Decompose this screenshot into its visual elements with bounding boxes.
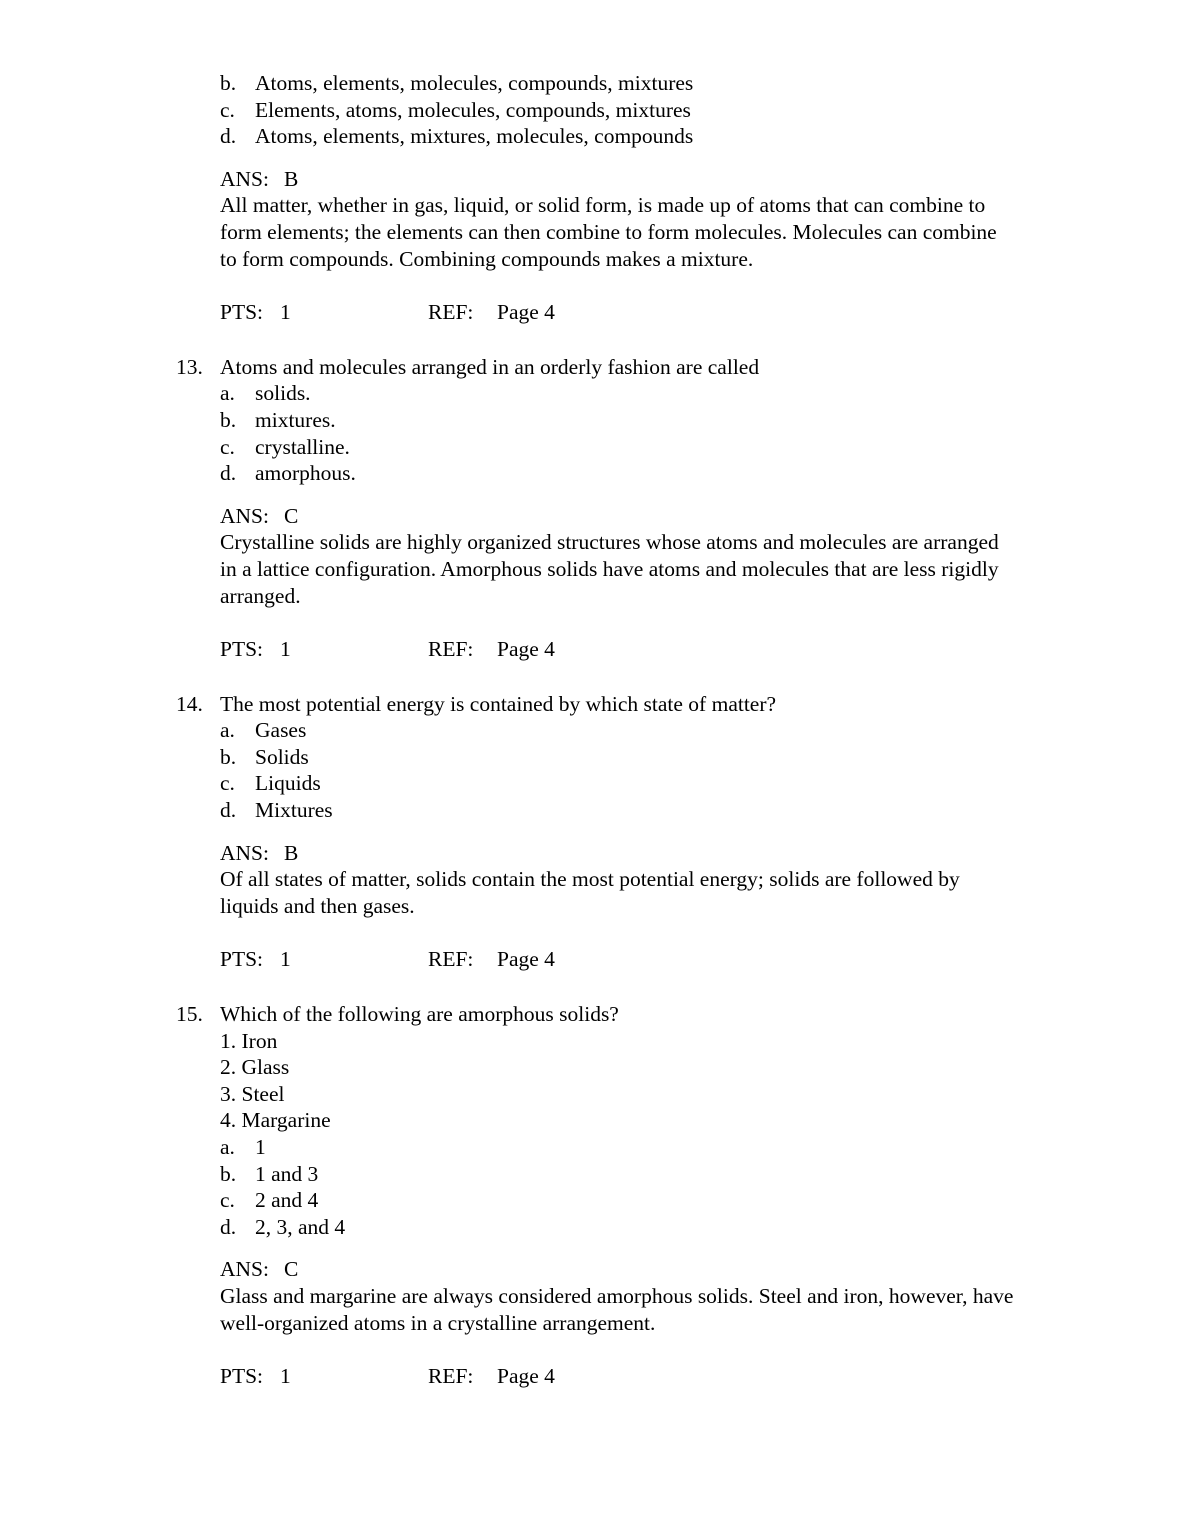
pts-label: PTS:: [220, 637, 264, 662]
option-letter: b.: [220, 407, 237, 432]
option-row: [0, 1214, 1190, 1241]
answer-row: [0, 166, 1190, 193]
option-row: [0, 407, 1190, 434]
answer-label: ANS:: [220, 1257, 269, 1282]
answer-value: B: [284, 840, 299, 865]
option-letter: b.: [220, 1161, 237, 1186]
ref-value: Page 4: [497, 637, 555, 662]
option-row: [0, 434, 1190, 461]
explanation-line: Glass and margarine are always considered amorphous solids. Steel and iron, however, have: [220, 1283, 1014, 1308]
question-row: [0, 691, 1190, 718]
ref-label: REF:: [428, 637, 474, 662]
option-letter: a.: [220, 718, 235, 743]
option-letter: d.: [220, 124, 237, 149]
pts-ref-row: [0, 299, 1190, 326]
question-number: 14.: [176, 691, 203, 716]
option-letter: a.: [220, 1135, 235, 1159]
pts-value: 1: [280, 947, 291, 972]
option-row: [0, 770, 1190, 797]
question-number: 15.: [176, 1002, 203, 1027]
question-text: The most potential energy is contained by which state of matter?: [220, 691, 777, 716]
option-row: [0, 460, 1190, 487]
list-item: 1. Iron: [220, 1028, 278, 1053]
option-text: amorphous.: [255, 461, 356, 486]
option-text: Solids: [255, 744, 309, 769]
option-row: [0, 380, 1190, 407]
answer-value: C: [284, 1257, 299, 1282]
option-row: [0, 1134, 1190, 1161]
option-letter: c.: [220, 434, 235, 459]
option-row: [0, 97, 1190, 124]
ref-label: REF:: [428, 1364, 474, 1389]
question-text: Atoms and molecules arranged in an orderly fashion are called: [220, 354, 760, 379]
option-letter: d.: [220, 798, 237, 823]
pts-ref-row: [0, 636, 1190, 663]
answer-label: ANS:: [220, 503, 269, 528]
pts-value: 1: [280, 1364, 291, 1389]
answer-value: C: [284, 503, 299, 528]
answer-row: [0, 840, 1190, 867]
question-number: 13.: [176, 354, 203, 379]
explanation-line: to form compounds. Combining compounds makes a mixture.: [220, 246, 754, 271]
option-letter: b.: [220, 71, 237, 95]
pts-ref-row: [0, 1363, 1190, 1390]
option-row: [0, 123, 1190, 150]
explanation-line: arranged.: [220, 583, 301, 608]
option-text: Atoms, elements, mixtures, molecules, compounds: [255, 124, 694, 149]
list-item: 2. Glass: [220, 1055, 290, 1080]
ref-value: Page 4: [497, 300, 555, 325]
option-text: Atoms, elements, molecules, compounds, mixtures: [255, 71, 694, 95]
pts-label: PTS:: [220, 947, 264, 972]
answer-value: B: [284, 166, 299, 191]
option-row: [0, 70, 1190, 97]
list-item: 3. Steel: [220, 1081, 285, 1106]
question-row: [0, 354, 1190, 381]
explanation-line: All matter, whether in gas, liquid, or solid form, is made up of atoms that can combine to: [220, 193, 986, 218]
option-text: solids.: [255, 381, 311, 406]
option-row: [0, 1187, 1190, 1214]
explanation-line: form elements; the elements can then combine to form molecules. Molecules can combine: [220, 219, 997, 244]
ref-label: REF:: [428, 947, 474, 972]
option-text: 1: [255, 1135, 266, 1159]
option-text: Mixtures: [255, 798, 333, 823]
answer-row: [0, 503, 1190, 530]
explanation-line: Crystalline solids are highly organized structures whose atoms and molecules are arranged: [220, 530, 999, 555]
pts-label: PTS:: [220, 300, 264, 325]
explanation-line: Of all states of matter, solids contain the most potential energy; solids are followed by: [220, 867, 960, 892]
list-item: 4. Margarine: [220, 1108, 331, 1133]
pts-value: 1: [280, 300, 291, 325]
option-text: Liquids: [255, 771, 321, 796]
ref-label: REF:: [428, 300, 474, 325]
option-text: 2 and 4: [255, 1188, 319, 1213]
pts-ref-row: [0, 946, 1190, 973]
option-letter: d.: [220, 1214, 237, 1239]
option-row: [0, 744, 1190, 771]
pts-label: PTS:: [220, 1364, 264, 1389]
answer-row: [0, 1256, 1190, 1283]
answer-label: ANS:: [220, 166, 269, 191]
option-text: 1 and 3: [255, 1161, 319, 1186]
explanation-line: in a lattice configuration. Amorphous solids have atoms and molecules that are less rigidly: [220, 556, 999, 581]
option-letter: d.: [220, 461, 237, 486]
answer-label: ANS:: [220, 840, 269, 865]
option-text: crystalline.: [255, 434, 350, 459]
option-text: Elements, atoms, molecules, compounds, mixtures: [255, 97, 691, 122]
question-row: [0, 1001, 1190, 1028]
option-letter: c.: [220, 97, 235, 122]
explanation-line: well-organized atoms in a crystalline arrangement.: [220, 1310, 656, 1335]
option-row: [0, 1161, 1190, 1188]
option-letter: c.: [220, 771, 235, 796]
pts-value: 1: [280, 637, 291, 662]
explanation-line: liquids and then gases.: [220, 893, 415, 918]
option-letter: c.: [220, 1188, 235, 1213]
ref-value: Page 4: [497, 1364, 555, 1389]
question-text: Which of the following are amorphous solids?: [220, 1002, 619, 1027]
option-text: mixtures.: [255, 407, 336, 432]
option-letter: a.: [220, 381, 235, 406]
option-letter: b.: [220, 744, 237, 769]
option-row: [0, 717, 1190, 744]
ref-value: Page 4: [497, 947, 555, 972]
option-text: 2, 3, and 4: [255, 1214, 346, 1239]
option-row: [0, 797, 1190, 824]
option-text: Gases: [255, 718, 307, 743]
